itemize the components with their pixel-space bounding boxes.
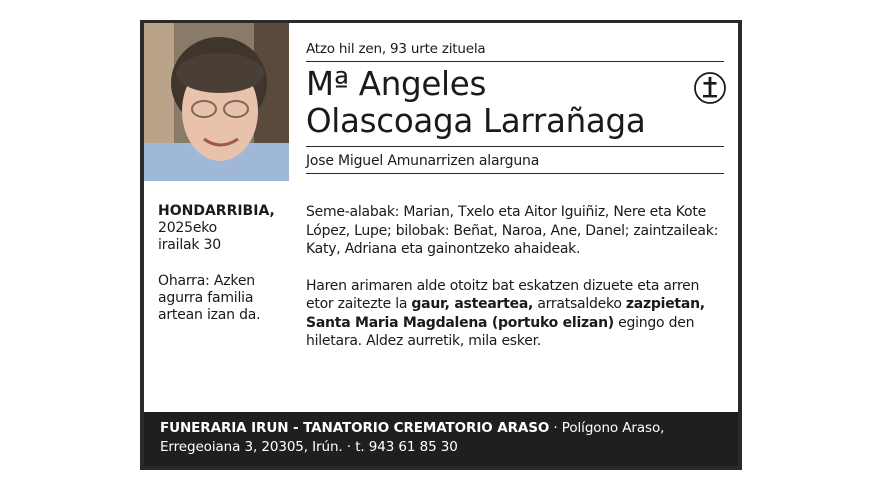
deceased-name xyxy=(306,66,724,147)
funeral-home-footer xyxy=(144,412,738,466)
spouse-line: Jose Miguel Amunarrizen alarguna xyxy=(306,153,724,174)
prayer-day: gaur, astearteа, xyxy=(411,296,534,312)
prayer-text-3: egingo den hiletara. Aldez aurretik, mila esker. xyxy=(306,314,695,349)
place-date-column xyxy=(158,203,278,324)
date-line-1: 2025eko xyxy=(158,220,218,236)
obituary-card xyxy=(140,20,742,470)
funeral-home-name: FUNERARIA IRUN - TANATORIO CREMATORIO ARASO xyxy=(160,420,550,436)
prayer-text-2: arratsaldeko xyxy=(533,296,626,312)
portrait-photo xyxy=(144,23,289,181)
notice-header xyxy=(306,41,724,174)
family-note: Oharra: Azken agurra familia artean izan da. xyxy=(158,273,261,323)
name-line-2: Olascoaga Larrañaga xyxy=(306,102,646,140)
prayer-time-place: zazpietan, Santa Maria Magdalena (portuko elizan) xyxy=(306,296,705,331)
town: HONDARRIBIA, xyxy=(158,203,275,219)
notice-body xyxy=(306,203,728,351)
funeral-home-address: · Polígono Araso, Erregeoiana 3, 20305, Irún. · t. 943 61 85 30 xyxy=(160,420,665,455)
name-line-1: Mª Angeles xyxy=(306,65,487,103)
cross-icon xyxy=(694,72,726,104)
intro-line: Atzo hil zen, 93 urte zituela xyxy=(306,41,724,62)
prayer-text-1: Haren arimaren alde otoitz bat eskatzen dizuete eta arren etor zaitezte la xyxy=(306,277,700,312)
family-list: Seme-alabak: Marian, Txelo eta Aitor Iguiñiz, Nere eta Kote López, Lupe; bilobak: Beñat, Naroa, Ane, Danel; zaintzaileak: Katy, Adriana eta gainontzeko ahaideak. xyxy=(306,204,719,257)
prayer-paragraph xyxy=(306,277,728,351)
date-line-2: irailak 30 xyxy=(158,237,221,253)
